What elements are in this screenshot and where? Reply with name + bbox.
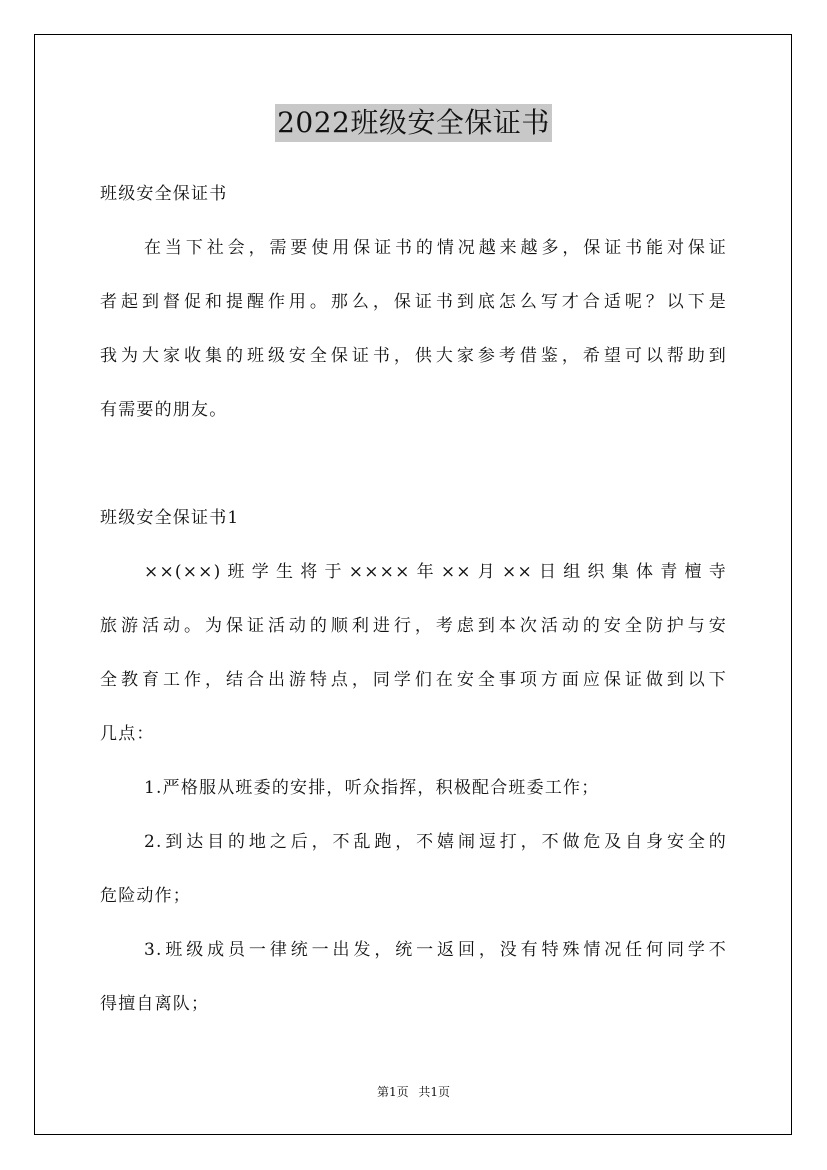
section-heading: 班级安全保证书1	[100, 508, 240, 528]
paragraph-line: 旅游活动。为保证活动的顺利进行，考虑到本次活动的安全防护与安	[100, 616, 727, 636]
paragraph-line: 者起到督促和提醒作用。那么，保证书到底怎么写才合适呢？以下是	[100, 292, 727, 312]
paragraph-line: 有需要的朋友。	[100, 400, 228, 420]
paragraph-line: 在当下社会，需要使用保证书的情况越来越多，保证书能对保证	[144, 238, 727, 258]
section-heading: 班级安全保证书	[100, 184, 228, 204]
list-item: 3.班级成员一律统一出发，统一返回，没有特殊情况任何同学不	[144, 940, 727, 960]
page-number-total: 共1页	[418, 1085, 451, 1099]
paragraph-line: ××(××)班学生将于××××年××月××日组织集体青檀寺	[144, 562, 727, 582]
document-title: 2022班级安全保证书	[275, 104, 552, 142]
paragraph-line: 我为大家收集的班级安全保证书，供大家参考借鉴，希望可以帮助到	[100, 346, 727, 366]
list-item-continuation: 得擅自离队；	[100, 994, 210, 1014]
title-container	[0, 104, 827, 142]
paragraph-spacer	[100, 445, 727, 499]
list-item: 1.严格服从班委的安排，听众指挥，积极配合班委工作；	[144, 778, 600, 798]
list-item-continuation: 危险动作；	[100, 886, 191, 906]
list-item: 2.到达目的地之后，不乱跑，不嬉闹逗打，不做危及自身安全的	[144, 832, 727, 852]
document-body	[100, 175, 727, 1039]
paragraph-line: 全教育工作，结合出游特点，同学们在安全事项方面应保证做到以下	[100, 670, 727, 690]
page-number-current: 第1页	[376, 1085, 409, 1099]
paragraph-line: 几点：	[100, 724, 155, 744]
page-footer	[0, 1083, 827, 1101]
